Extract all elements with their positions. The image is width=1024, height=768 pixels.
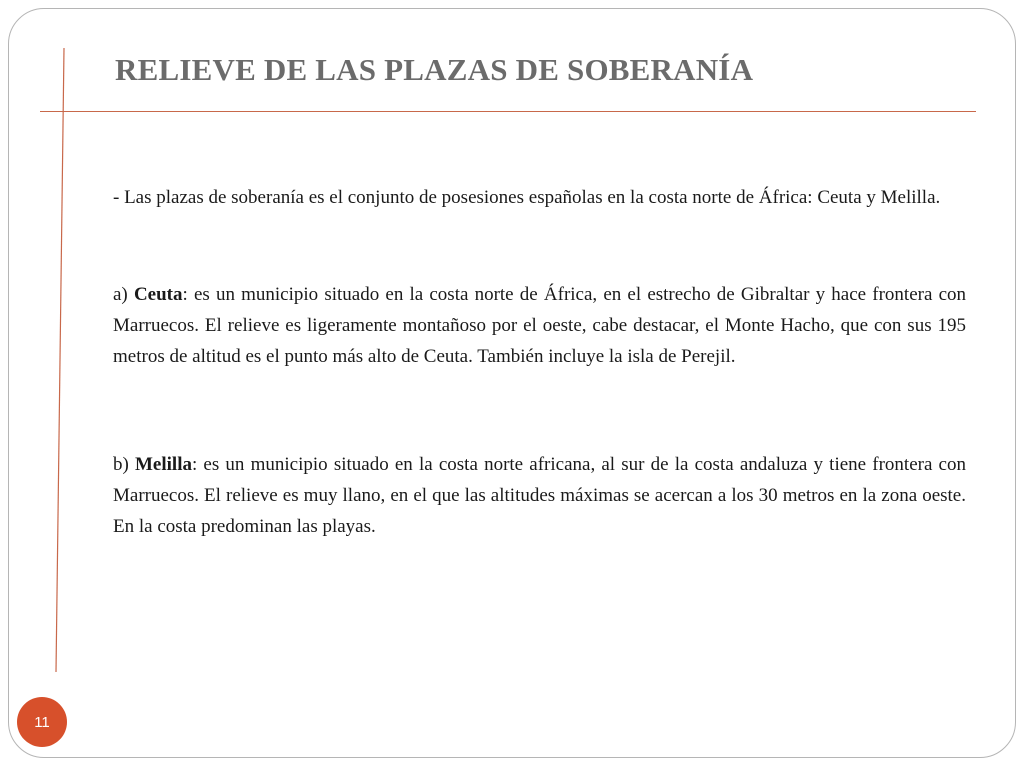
page-number: 11	[34, 713, 50, 731]
melilla-prefix: b)	[113, 454, 135, 475]
melilla-description: : es un municipio situado en la costa norte africana, al sur de la costa andaluza y tiene frontera con Marruecos. El relieve es muy llano, en el que las altitudes máximas se acercan a los 30 metros en la zona oeste. En la costa predominan las playas.	[113, 454, 966, 537]
intro-paragraph: - Las plazas de soberanía es el conjunto de posesiones españolas en la costa norte de África: Ceuta y Melilla.	[113, 187, 941, 208]
ceuta-term: Ceuta	[133, 284, 183, 305]
melilla-paragraph	[113, 449, 966, 542]
melilla-term: Melilla	[135, 454, 192, 475]
vertical-accent-line	[55, 48, 65, 672]
slide-title: RELIEVE DE LAS PLAZAS DE SOBERANÍA	[115, 52, 754, 87]
ceuta-paragraph	[113, 279, 966, 372]
ceuta-prefix: a)	[113, 284, 134, 305]
horizontal-accent-line	[40, 111, 976, 112]
page-number-badge	[17, 697, 67, 747]
slide-frame	[8, 8, 1016, 758]
ceuta-description: : es un municipio situado en la costa norte de África, en el estrecho de Gibraltar y hace frontera con Marruecos. El relieve es ligeramente montañoso por el oeste, cabe destacar, el Monte Hacho, que con sus 195 metros de altitud es el punto más alto de Ceuta. También incluye la isla de Perejil.	[113, 284, 967, 367]
